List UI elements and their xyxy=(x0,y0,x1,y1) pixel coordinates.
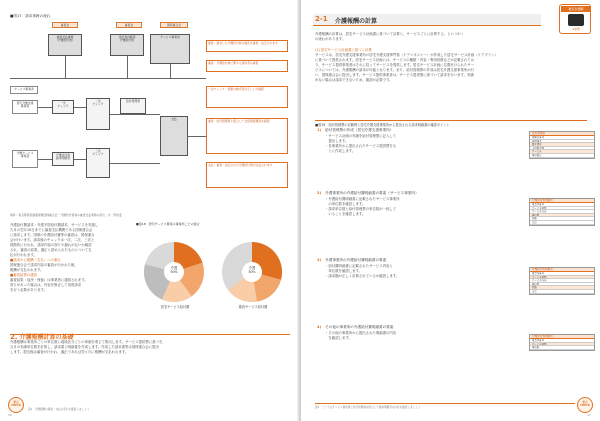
text-line: の単位数を確認します。 xyxy=(325,202,366,206)
flow-line xyxy=(127,56,128,78)
form-row: 事業所番号 xyxy=(530,203,594,207)
subheading-flow: ■請求から報酬（支払）への流れ xyxy=(10,258,61,262)
right-footer-note: 図1 ここではサービス提供票と給付管理票を照合して請求明細書の内容を確認しましょう xyxy=(315,403,575,409)
left-bottom-text xyxy=(10,340,290,355)
form-row: 被保険者 xyxy=(530,140,594,144)
text-line: 報酬が支払われます。 xyxy=(10,268,44,272)
check-item-body xyxy=(325,331,493,341)
form-row: 合計 xyxy=(530,290,594,294)
text-line: します。提出後は審査が行われ、適正であれば翌々月に報酬が支払われます。 xyxy=(10,350,129,354)
flow-note-3: 一次チェック：書類の様式等が正しいか確認 xyxy=(206,86,288,108)
flow-line xyxy=(38,107,52,108)
flow-line xyxy=(170,64,171,78)
flow-statement: 介護給付費 請求明細書 xyxy=(52,152,74,166)
badge-top-label: 要点を理解 xyxy=(561,6,591,12)
check-item-number: 2) xyxy=(317,191,322,195)
pie-2-center: 介護 50% xyxy=(248,266,256,275)
flow-line xyxy=(74,159,86,160)
right-page-number: 47 xyxy=(587,413,591,417)
check-item-body xyxy=(325,264,493,279)
form-row: サービス xyxy=(530,150,594,154)
flow-box-c: サービス事業者 xyxy=(150,34,190,64)
text-line: サービスは、居宅介護支援事業所の居宅介護支援専門員（ケアマネジャー）が作成した居宅サービス計画（ケアプラン） xyxy=(315,53,499,57)
pie-2-label: 施設サービス給付費 xyxy=(238,305,268,309)
form-header: 介護給付費明細書 xyxy=(530,199,594,203)
text-line: 国保連合会で請求内容の審査が行われた後、 xyxy=(10,263,78,267)
text-line: 介護報酬は事業所ごとの単位数に地域区分ごとの単価を乗じて算出します。サービス提供票に基づき、 xyxy=(10,340,166,344)
text-line: い、国保連合会に提出します。サービス提供事業者は、サービス提供票に基づいて請求を行います。実績 xyxy=(315,73,474,77)
left-page-number: 46 xyxy=(8,413,12,417)
pie-caption: ■図18 居宅サービス費等の事業所ごとの割合 xyxy=(136,222,200,226)
text-line: ・給付費明細書に記載されたサービス内容と xyxy=(325,264,393,268)
flow-line xyxy=(188,136,206,137)
text-line: に請求します。国保の介護給付費等の審査は、国保連合 xyxy=(10,233,95,237)
right-heading-title: 介護報酬の計算 xyxy=(335,18,378,25)
text-line: 提出します。 xyxy=(325,139,349,143)
figure-caption-19: ■図19 給付管理票の記載例と居宅介護支援事業所から提出される請求明細書の確認ポイント xyxy=(315,120,587,127)
badge-illustration-icon xyxy=(568,14,584,26)
text-line: に基づいて提供されます。居宅サービス計画には、サービスの種類・内容・利用回数などが記載されてお xyxy=(315,58,475,62)
form-header: 介護給付費明細書 xyxy=(530,335,594,339)
text-line: され、審査の結果、適正と認められたものについて支 xyxy=(10,248,92,252)
flow-note-2: 審査：介護給付費に関する請求書の審査 xyxy=(206,60,288,72)
form-row: サービス種類 xyxy=(530,276,594,280)
badge-bottom-label: ★重要 xyxy=(572,28,580,31)
form-header: 給付管理票 xyxy=(530,132,594,136)
check-item-number: 3) xyxy=(317,258,322,262)
text-line: 会が行います。請求後のチェックは一次、二次、三次と xyxy=(10,238,95,242)
right-heading xyxy=(313,14,541,26)
text-line: 単位数を確認します。 xyxy=(325,269,363,273)
right-intro xyxy=(315,32,585,42)
flow-box-a: 審査支払事務 （介護給付費） xyxy=(48,34,82,56)
flow-line xyxy=(110,114,160,115)
flow-bubble-b: 審査会 xyxy=(116,22,142,28)
left-footer-text: 図1 介護報酬の審査・支払の流れを確認しましょう xyxy=(28,408,90,411)
form-thumbnail xyxy=(529,198,595,226)
check-item-number: 1) xyxy=(317,128,322,132)
text-line: 審査結果（返戻・保留）は事業者に通知されます。 xyxy=(10,278,88,282)
text-line: 当月の実績単位数を計算し、請求書と明細書を作成します。作成した請求書等は国保連合会に提出 xyxy=(10,345,159,349)
left-footer-badge: 要点 CHECK xyxy=(8,397,24,413)
form-row: サービス内容 xyxy=(530,210,594,214)
form-row: 単位数 xyxy=(530,214,594,218)
form-row: 事業所番号 xyxy=(530,272,594,276)
flow-note-4: 審査：給付管理票と照合して支給限度額等を確認 xyxy=(206,118,288,154)
form-header: 介護給付費明細書 xyxy=(530,268,594,272)
form-row: 単位数計 xyxy=(530,154,594,158)
text-line: がない場合は請求できないため、確認が必要です。 xyxy=(315,78,393,82)
flow-line xyxy=(110,163,160,164)
right-subheading: (1) 居宅サービス計画書に基づく計算 xyxy=(315,48,372,52)
right-page xyxy=(300,0,600,421)
form-row: サービス内容 xyxy=(530,279,594,283)
right-footer-badge: 要点 CHECK xyxy=(577,397,593,413)
check-item-title xyxy=(317,190,591,196)
check-item-title-text: 介護事業所の介護給付費明細書の要素 xyxy=(325,258,387,262)
form-row: サービス種類 xyxy=(530,343,594,347)
flow-bubble-c: 国保連合会 xyxy=(160,22,188,28)
figure-caption-17: ■図17 請求事務の流れ xyxy=(10,14,51,18)
form-row: 支給限度額 xyxy=(530,147,594,151)
right-paragraph xyxy=(315,53,587,83)
text-line: 介護報酬の計算は、居宅サービス計画書に基づいて計算と、サービスごとに計算する、という2つ xyxy=(315,32,463,36)
pie-1-center: 介護 50% xyxy=(170,266,178,275)
left-body-text xyxy=(10,223,130,293)
text-line: ・請求単位数と給付管理票の単位数が一致して xyxy=(325,207,397,211)
flow-box-service-provider: サービス事業者 xyxy=(10,86,38,94)
text-line: 誤りがあった場合は、内容を修正して再度請求 xyxy=(10,283,82,287)
section-number: 2. xyxy=(10,333,18,341)
check-item-title xyxy=(317,324,591,330)
form-row: 保険者番号 xyxy=(530,136,594,140)
pie-chart-figure xyxy=(136,222,292,334)
flow-check-1: 一次 チェック xyxy=(52,100,74,114)
flow-line xyxy=(65,56,66,78)
subheading-result: ■審査結果の通知 xyxy=(10,273,37,277)
flow-line xyxy=(10,78,206,79)
figure-source-note: 資料：東京都国民健康保険団体連合会「介護給付費等の審査支払業務の流れ」を一部改変 xyxy=(10,213,122,217)
form-thumbnail xyxy=(529,334,595,351)
flow-bubble-a: 審査会 xyxy=(52,22,78,28)
form-row: サービス種類 xyxy=(530,207,594,211)
text-line: ・介護給付費明細書に記載されたサービス事業所 xyxy=(325,197,400,201)
text-line: ・その他の事業所から提出された明細書の内容 xyxy=(325,331,397,335)
form-row: 回数 xyxy=(530,217,594,221)
text-line: の流れがあります。 xyxy=(315,37,346,41)
check-item-title xyxy=(317,257,591,263)
check-item-body xyxy=(325,197,493,217)
text-line: 段階的に行われ、請求内容の誤りや漏れがないか確認 xyxy=(10,243,92,247)
text-line: ・サービス計画の実績を給付管理票に記入して xyxy=(325,134,397,138)
check-item-4 xyxy=(317,324,591,384)
flow-check-3: 三次 チェック xyxy=(86,148,110,178)
flow-box-care-service: 介護サービス 事業者 xyxy=(12,150,38,168)
flow-note-1: 審査：請求した介護給付費の適否を審査・決定されます xyxy=(206,40,288,52)
text-line: 介護給付費請求・介護予防給付費請求、サービスを実施し xyxy=(10,223,99,227)
form-row: 事業所番号 xyxy=(530,339,594,343)
section-heading xyxy=(10,324,290,341)
form-row: 単位数 xyxy=(530,346,594,350)
check-item-1 xyxy=(317,127,591,183)
flow-box-b: 受給者台帳等 介護給付費 xyxy=(110,34,144,56)
pie-1-label: 居宅サービス給付費 xyxy=(160,305,190,309)
flow-line xyxy=(74,107,86,108)
check-item-number: 4) xyxy=(317,325,322,329)
check-item-3 xyxy=(317,257,591,317)
pie-charts-svg xyxy=(136,228,292,324)
flow-payment: 支払 xyxy=(160,116,188,156)
text-line: いることを確認します。 xyxy=(325,212,366,216)
text-line: 払が行われます。 xyxy=(10,253,37,257)
check-item-title-text: その他の事業所の介護給付費明細書の要素 xyxy=(325,325,394,329)
section-title: 介護報酬計算の基礎 xyxy=(19,334,74,341)
flow-care-plan: 給付管理票 xyxy=(120,98,146,114)
text-line: ・各事業所から提出されたサービス提供票をも xyxy=(325,144,397,148)
flow-line xyxy=(38,159,52,160)
billing-flow-diagram xyxy=(10,20,290,210)
text-line: とに作成します。 xyxy=(325,149,356,153)
form-thumbnail xyxy=(529,131,595,159)
flow-check-2: 二次 チェック xyxy=(86,98,110,130)
check-item-body xyxy=(325,134,493,154)
check-item-2 xyxy=(317,190,591,250)
form-row: 要介護度 xyxy=(530,143,594,147)
right-heading-number: 2-1 xyxy=(315,15,328,23)
text-line: ビスについては、介護報酬の請求が可能となります。また、給付管理票の作成は居宅介護支援事業所が行 xyxy=(315,68,475,72)
check-item-title-text: 給付管理票の作成（居宅介護支援事業所） xyxy=(325,128,394,132)
key-point-badge xyxy=(559,4,591,34)
form-row: 単位数 xyxy=(530,283,594,287)
form-thumbnail xyxy=(529,267,595,295)
check-item-title-text: 介護事業所の介護給付費明細書の要素（サービス事業所） xyxy=(325,191,419,195)
form-row: 合計 xyxy=(530,221,594,225)
flow-box-care-support: 居宅介護支援 事業者 xyxy=(12,100,38,114)
text-line: た月の翌月10日までに審査支払機関である国保連合会 xyxy=(10,228,93,232)
flow-note-5: 支払：審査・決定された介護給付費が支払われます xyxy=(206,162,288,188)
form-row: 回数 xyxy=(530,286,594,290)
text-line: り、サービス提供事業者はそれに従ってサービスを提供します。居宅サービス計画に位置付けられたサー xyxy=(315,63,475,67)
text-line: を確認します。 xyxy=(325,336,352,340)
text-line: を行う必要があります。 xyxy=(10,288,48,292)
text-line: ・請求額が正しく計算されているか確認します。 xyxy=(325,274,400,278)
